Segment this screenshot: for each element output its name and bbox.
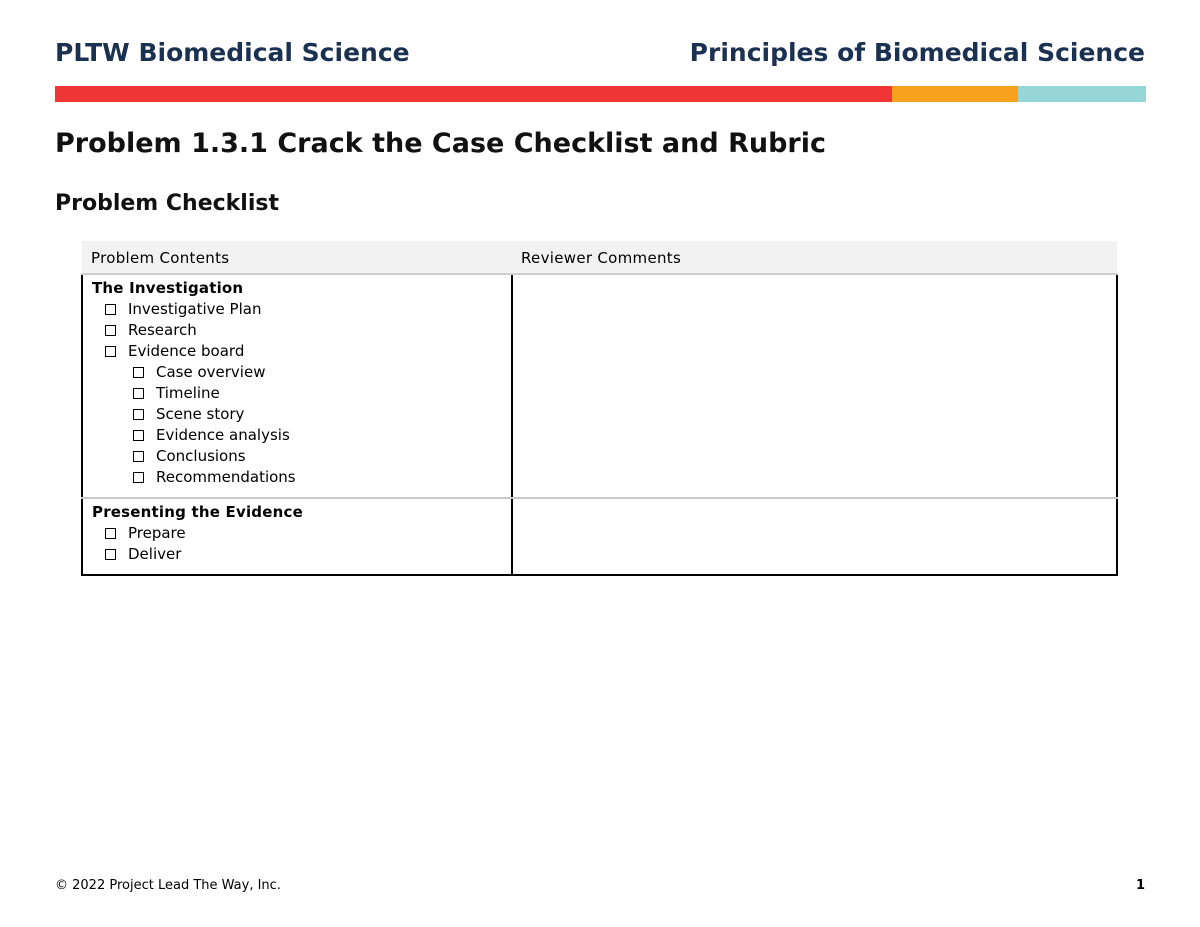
- checkbox-icon[interactable]: [105, 325, 116, 336]
- checkbox-icon[interactable]: [105, 346, 116, 357]
- checklist-item[interactable]: [92, 523, 503, 544]
- header-reviewer-comments: Reviewer Comments: [512, 241, 1117, 274]
- reviewer-comments-cell[interactable]: [512, 498, 1117, 575]
- document-title: Problem 1.3.1 Crack the Case Checklist and Rubric: [55, 128, 827, 159]
- problem-contents-cell: [82, 274, 512, 498]
- checkbox-icon[interactable]: [133, 472, 144, 483]
- table-row: [82, 498, 1117, 575]
- checklist-item-label: Prepare: [128, 524, 186, 542]
- checklist-subitem[interactable]: [92, 425, 503, 446]
- checklist-item[interactable]: [92, 320, 503, 341]
- header-color-bar: [55, 86, 1146, 102]
- checkbox-icon[interactable]: [105, 528, 116, 539]
- checklist-subitem[interactable]: [92, 467, 503, 488]
- checklist-item-label: Investigative Plan: [128, 300, 262, 318]
- table-header-row: [82, 241, 1117, 274]
- checklist-subitem[interactable]: [92, 404, 503, 425]
- color-bar-teal-segment: [1018, 86, 1146, 102]
- color-bar-red-segment: [55, 86, 892, 102]
- problem-contents-cell: [82, 498, 512, 575]
- footer-copyright: © 2022 Project Lead The Way, Inc.: [55, 878, 281, 893]
- section-name-investigation: The Investigation: [92, 279, 244, 297]
- page-number: 1: [1135, 878, 1145, 893]
- checklist-item[interactable]: [92, 299, 503, 320]
- checklist-item-label: Conclusions: [156, 447, 246, 465]
- checklist-item-label: Evidence board: [128, 342, 245, 360]
- reviewer-comments-cell[interactable]: [512, 274, 1117, 498]
- checklist-item-label: Research: [128, 321, 197, 339]
- checklist-item[interactable]: [92, 544, 503, 565]
- section-title: Problem Checklist: [55, 191, 279, 216]
- checklist-item-label: Scene story: [156, 405, 245, 423]
- checkbox-icon[interactable]: [133, 451, 144, 462]
- checkbox-icon[interactable]: [133, 367, 144, 378]
- checklist-item-label: Evidence analysis: [156, 426, 290, 444]
- checklist-item-label: Case overview: [156, 363, 266, 381]
- checklist-item-label: Deliver: [128, 545, 182, 563]
- checklist-item-label: Recommendations: [156, 468, 296, 486]
- header-problem-contents: Problem Contents: [82, 241, 512, 274]
- checkbox-icon[interactable]: [105, 304, 116, 315]
- checklist-item-label: Timeline: [156, 384, 220, 402]
- color-bar-orange-segment: [892, 86, 1018, 102]
- checklist-table: [81, 241, 1118, 576]
- checkbox-icon[interactable]: [133, 409, 144, 420]
- checklist-item[interactable]: [92, 341, 503, 362]
- checkbox-icon[interactable]: [133, 430, 144, 441]
- checkbox-icon[interactable]: [133, 388, 144, 399]
- header-program-title: PLTW Biomedical Science: [55, 38, 410, 67]
- checklist-subitem[interactable]: [92, 362, 503, 383]
- section-name-presenting: Presenting the Evidence: [92, 503, 303, 521]
- checklist-subitem[interactable]: [92, 383, 503, 404]
- header-course-title: Principles of Biomedical Science: [689, 38, 1145, 67]
- checkbox-icon[interactable]: [105, 549, 116, 560]
- checklist-subitem[interactable]: [92, 446, 503, 467]
- table-row: [82, 274, 1117, 498]
